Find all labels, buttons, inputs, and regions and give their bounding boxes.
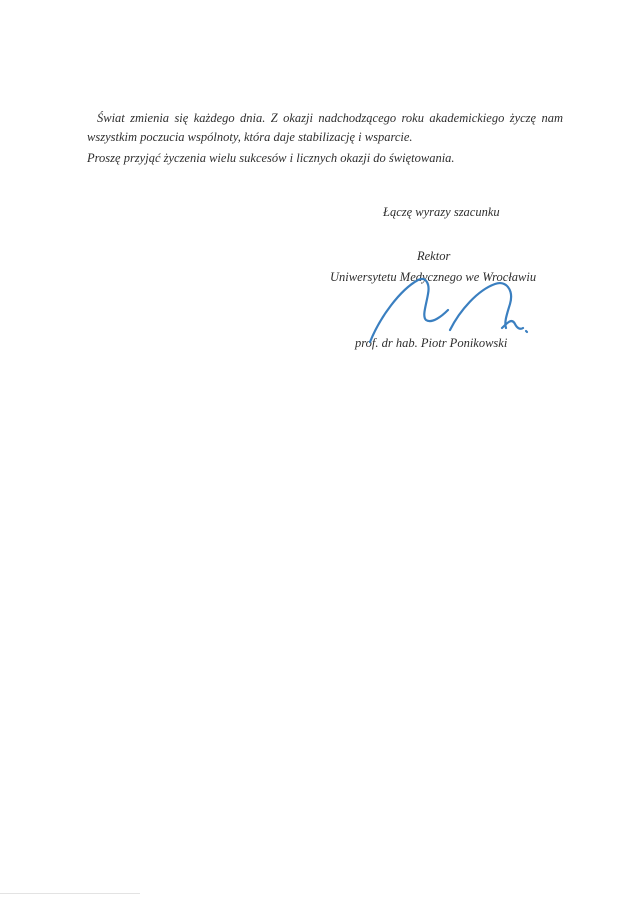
signatory-title: Rektor [417, 249, 451, 263]
paragraph-line-2: wszystkim poczucia wspólnoty, która daje stabilizację i wsparcie. [87, 130, 413, 144]
handwritten-signature [360, 272, 535, 352]
paragraph-line-1: Świat zmienia się każdego dnia. Z okazji nadchodzącego roku akademickiego życzę nam [97, 111, 563, 125]
closing-regards: Łączę wyrazy szacunku [383, 205, 500, 219]
signatory-institution: Uniwersytetu Medycznego we Wrocławiu [330, 270, 537, 284]
bottom-edge-mark [0, 893, 140, 894]
signatory-name: prof. dr hab. Piotr Ponikowski [355, 336, 508, 350]
paragraph-line-3: Proszę przyjąć życzenia wielu sukcesów i licznych okazji do świętowania. [87, 151, 455, 165]
